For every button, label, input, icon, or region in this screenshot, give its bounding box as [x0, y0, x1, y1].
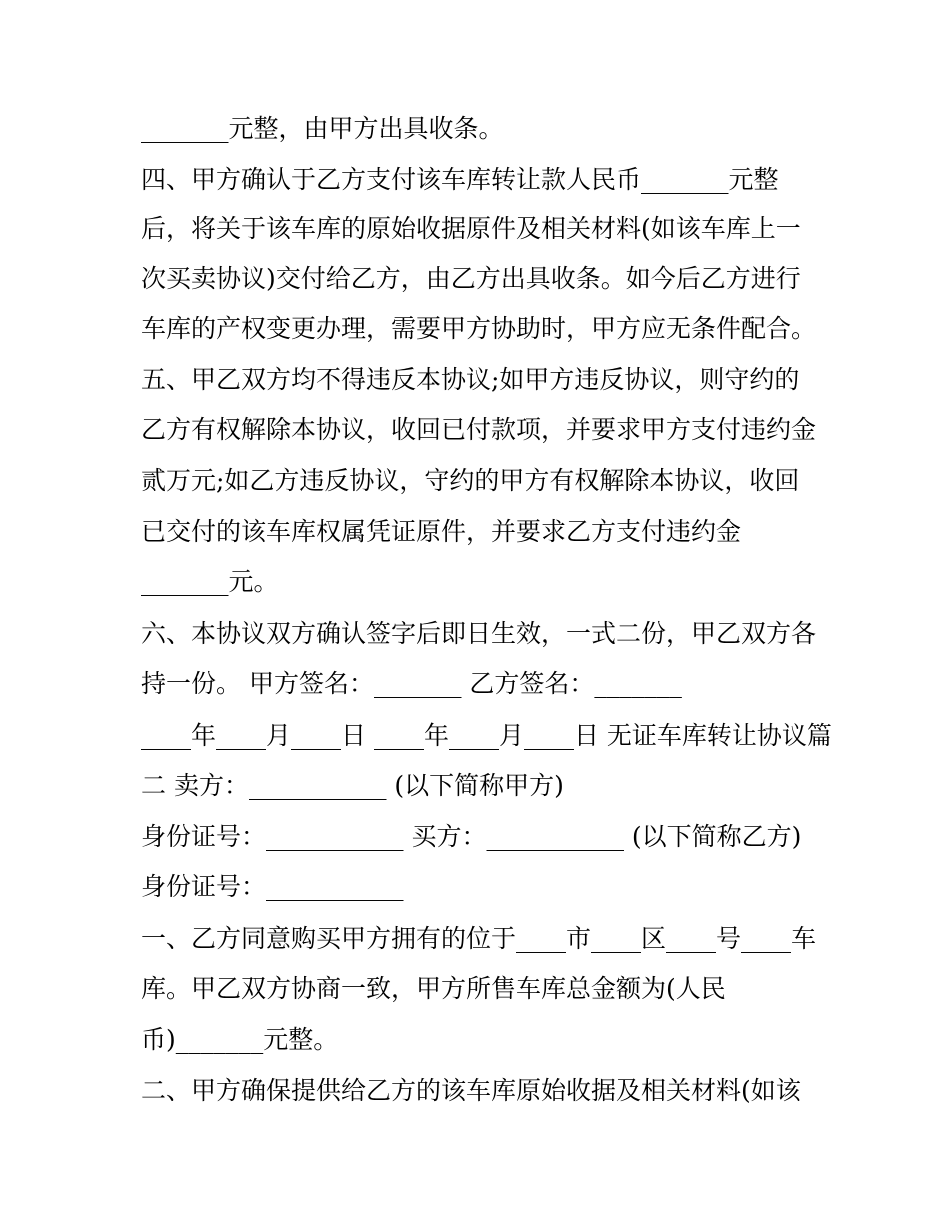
text-line-9: 已交付的该车库权属凭证原件，并要求乙方支付违约金: [141, 517, 742, 546]
text-line-17: 一、乙方同意购买甲方拥有的位于____市____区____号____车: [141, 924, 817, 953]
text-line-12: 持一份。 甲方签名：_______ 乙方签名：_______: [141, 669, 682, 698]
text-line-4: 次买卖协议)交付给乙方，由乙方出具收条。如今后乙方进行: [141, 264, 801, 293]
text-line-8: 贰万元;如乙方违反协议，守约的甲方有权解除本协议，收回: [141, 466, 800, 495]
text-line-18: 库。甲乙双方协商一致，甲方所售车库总金额为(人民: [141, 974, 726, 1003]
text-line-13: ____年____月____日 ____年____月____日 无证车库转让协议篇: [141, 721, 832, 750]
text-line-7: 乙方有权解除本协议，收回已付款项，并要求甲方支付违约金: [141, 415, 817, 444]
text-line-10: _______元。: [141, 567, 279, 596]
text-line-2: 四、甲方确认于乙方支付该车库转让款人民币_______元整: [141, 165, 779, 194]
text-line-14: 二 卖方：___________ (以下简称甲方): [141, 771, 564, 800]
text-line-6: 五、甲乙双方均不得违反本协议;如甲方违反协议，则守约的: [141, 365, 800, 394]
text-line-3: 后，将关于该车库的原始收据原件及相关材料(如该车库上一: [141, 214, 801, 243]
text-line-11: 六、本协议双方确认签字后即日生效，一式二份，甲乙双方各: [141, 619, 817, 648]
text-line-19: 币)_______元整。: [141, 1025, 339, 1054]
text-line-1: _______元整，由甲方出具收条。: [141, 114, 504, 143]
text-line-20: 二、甲方确保提供给乙方的该车库原始收据及相关材料(如该: [141, 1076, 801, 1105]
text-line-15: 身份证号：___________ 买方：___________ (以下简称乙方): [141, 822, 802, 851]
text-line-5: 车库的产权变更办理，需要甲方协助时，甲方应无条件配合。: [141, 314, 817, 343]
text-line-16: 身份证号：___________: [141, 872, 404, 901]
